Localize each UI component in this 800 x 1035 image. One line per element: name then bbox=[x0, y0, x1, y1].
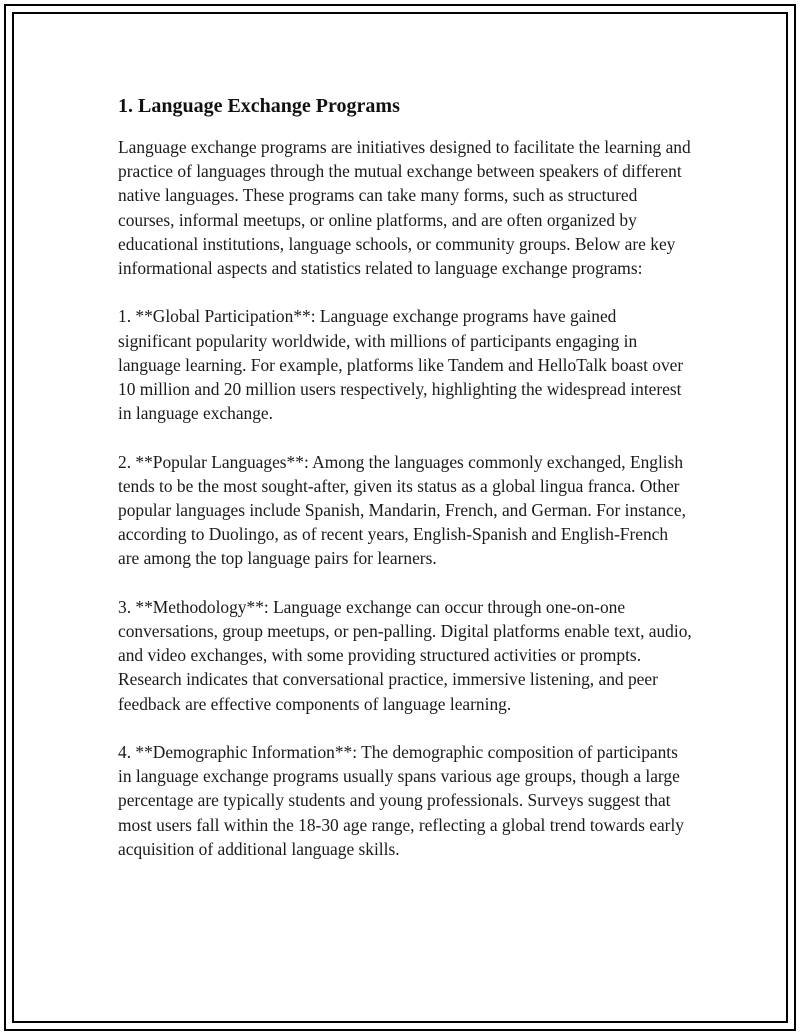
section-heading: 1. Language Exchange Programs bbox=[118, 95, 400, 117]
demographic-information-paragraph: 4. **Demographic Information**: The demographic composition of participants in language exchange programs usually spans various age groups, though a large percentage are typically students and young professionals. Surveys suggest that most users fall within the 18-30 age range, reflecting a global trend towards early acquisition of additional language skills. bbox=[118, 742, 684, 859]
intro-paragraph: Language exchange programs are initiatives designed to facilitate the learning and practice of languages through the mutual exchange between speakers of different native languages. These programs can take many forms, such as structured courses, informal meetups, or online platforms, and are often organized by educational institutions, language schools, or community groups. Below are key informational aspects and statistics related to language exchange programs: bbox=[118, 137, 691, 279]
global-participation-paragraph: 1. **Global Participation**: Language exchange programs have gained significant popularity worldwide, with millions of participants engaging in language learning. For example, platforms like Tandem and HelloTalk boast over 10 million and 20 million users respectively, highlighting the widespread interest in language exchange. bbox=[118, 306, 684, 424]
document-body bbox=[118, 94, 693, 861]
popular-languages-paragraph: 2. **Popular Languages**: Among the languages commonly exchanged, English tends to be the most sought-after, given its status as a global lingua franca. Other popular languages include Spanish, Mandarin, French, and German. For instance, according to Duolingo, as of recent years, English-Spanish and English-French are among the top language pairs for learners. bbox=[118, 451, 686, 569]
methodology-paragraph: 3. **Methodology**: Language exchange can occur through one-on-one conversations, group meetups, or pen-palling. Digital platforms enable text, audio, and video exchanges, with some providing structured activities or prompts. Research indicates that conversational practice, immersive listening, and peer feedback are effective components of language learning. bbox=[118, 596, 692, 714]
